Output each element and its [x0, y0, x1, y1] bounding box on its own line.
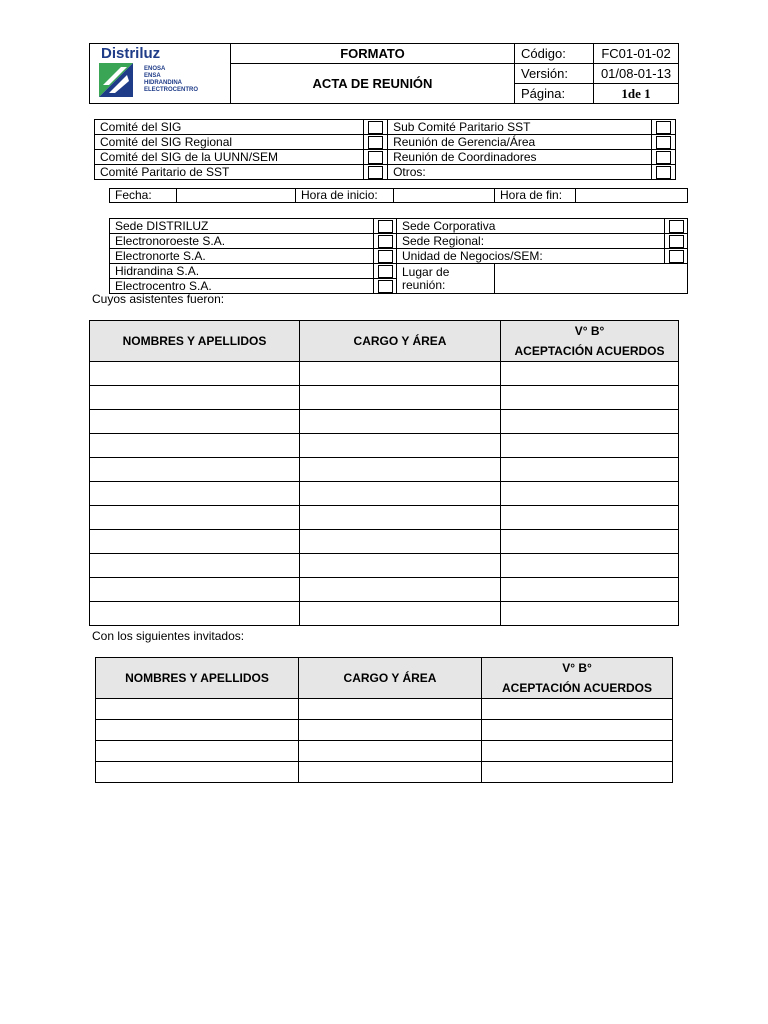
entry-cell[interactable] [300, 554, 501, 578]
table-row [90, 506, 679, 530]
doc-title: ACTA DE REUNIÓN [231, 64, 515, 104]
entry-cell[interactable] [299, 720, 482, 741]
table-row [96, 741, 673, 762]
entry-cell[interactable] [300, 458, 501, 482]
meeting-type-table [94, 119, 676, 180]
meeting-type-checkbox[interactable] [364, 150, 388, 165]
entry-cell[interactable] [90, 482, 300, 506]
table-row [90, 554, 679, 578]
entry-cell[interactable] [482, 762, 673, 783]
table-row [90, 386, 679, 410]
entry-cell[interactable] [482, 741, 673, 762]
meeting-type-label: Comité del SIG de la UUNN/SEM [95, 150, 364, 165]
entry-cell[interactable] [501, 386, 679, 410]
table-row [90, 362, 679, 386]
table-row [90, 578, 679, 602]
start-time-label: Hora de inicio: [296, 189, 394, 203]
distriluz-logo-icon [99, 63, 133, 97]
site-table [109, 218, 688, 294]
site-checkbox[interactable] [374, 279, 397, 294]
site-checkbox[interactable] [665, 249, 688, 264]
table-row [96, 762, 673, 783]
entry-cell[interactable] [90, 602, 300, 626]
entry-cell[interactable] [501, 362, 679, 386]
entry-cell[interactable] [299, 762, 482, 783]
entry-cell[interactable] [501, 554, 679, 578]
entry-cell[interactable] [300, 530, 501, 554]
table-row [90, 434, 679, 458]
entry-cell[interactable] [90, 458, 300, 482]
meeting-type-label: Reunión de Coordinadores [388, 150, 652, 165]
site-label: Sede Corporativa [397, 219, 665, 234]
start-time-field[interactable] [394, 189, 495, 203]
entry-cell[interactable] [501, 530, 679, 554]
date-label: Fecha: [110, 189, 177, 203]
column-header: NOMBRES Y APELLIDOS [96, 658, 299, 699]
column-header: CARGO Y ÁREA [300, 321, 501, 362]
meeting-type-label: Otros: [388, 165, 652, 180]
column-header: V° B° ACEPTACIÓN ACUERDOS [501, 321, 679, 362]
entry-cell[interactable] [300, 506, 501, 530]
entry-cell[interactable] [96, 762, 299, 783]
meeting-type-label: Comité del SIG [95, 120, 364, 135]
table-row [90, 482, 679, 506]
logo-companies: ENOSA ENSA HIDRANDINA ELECTROCENTRO [144, 66, 198, 93]
attendees-table [89, 320, 679, 626]
entry-cell[interactable] [501, 578, 679, 602]
site-checkbox[interactable] [665, 234, 688, 249]
table-row [90, 458, 679, 482]
entry-cell[interactable] [90, 362, 300, 386]
column-header: NOMBRES Y APELLIDOS [90, 321, 300, 362]
site-label: Sede DISTRILUZ [110, 219, 374, 234]
column-header: CARGO Y ÁREA [299, 658, 482, 699]
entry-cell[interactable] [501, 434, 679, 458]
site-checkbox[interactable] [374, 264, 397, 279]
entry-cell[interactable] [90, 554, 300, 578]
date-time-table [109, 188, 688, 203]
entry-cell[interactable] [299, 741, 482, 762]
entry-cell[interactable] [501, 410, 679, 434]
code-label: Código: [515, 44, 594, 64]
meeting-type-checkbox[interactable] [652, 135, 676, 150]
meeting-type-checkbox[interactable] [364, 165, 388, 180]
site-checkbox[interactable] [665, 219, 688, 234]
site-checkbox[interactable] [374, 249, 397, 264]
end-time-label: Hora de fin: [495, 189, 576, 203]
meeting-type-checkbox[interactable] [652, 120, 676, 135]
code-value: FC01-01-02 [594, 44, 679, 64]
attendees-intro: Cuyos asistentes fueron: [92, 292, 225, 306]
page-value: 1de 1 [594, 84, 679, 104]
entry-cell[interactable] [501, 458, 679, 482]
meeting-type-label: Reunión de Gerencia/Área [388, 135, 652, 150]
entry-cell[interactable] [90, 578, 300, 602]
entry-cell[interactable] [299, 699, 482, 720]
logo-cell [90, 44, 231, 104]
site-checkbox[interactable] [374, 234, 397, 249]
doc-type-title: FORMATO [231, 44, 515, 64]
date-field[interactable] [177, 189, 296, 203]
table-row [90, 530, 679, 554]
entry-cell[interactable] [501, 506, 679, 530]
page-label: Página: [515, 84, 594, 104]
meeting-type-checkbox[interactable] [652, 150, 676, 165]
entry-cell[interactable] [96, 720, 299, 741]
site-label: Electronorte S.A. [110, 249, 374, 264]
meeting-type-checkbox[interactable] [652, 165, 676, 180]
site-label: Unidad de Negocios/SEM: [397, 249, 665, 264]
entry-cell[interactable] [300, 482, 501, 506]
entry-cell[interactable] [482, 720, 673, 741]
site-label: Sede Regional: [397, 234, 665, 249]
meeting-place-field[interactable] [495, 264, 688, 294]
meeting-type-checkbox[interactable] [364, 120, 388, 135]
entry-cell[interactable] [501, 602, 679, 626]
entry-cell[interactable] [300, 362, 501, 386]
guests-intro: Con los siguientes invitados: [92, 629, 245, 643]
entry-cell[interactable] [501, 482, 679, 506]
entry-cell[interactable] [90, 506, 300, 530]
site-label: Hidrandina S.A. [110, 264, 374, 279]
entry-cell[interactable] [96, 741, 299, 762]
entry-cell[interactable] [90, 434, 300, 458]
meeting-type-label: Sub Comité Paritario SST [388, 120, 652, 135]
entry-cell[interactable] [300, 602, 501, 626]
entry-cell[interactable] [300, 410, 501, 434]
entry-cell[interactable] [482, 699, 673, 720]
entry-cell[interactable] [90, 530, 300, 554]
site-label: Electronoroeste S.A. [110, 234, 374, 249]
entry-cell[interactable] [300, 434, 501, 458]
meeting-place-label: Lugar de reunión: [397, 264, 495, 294]
logo-name: Distriluz [101, 45, 161, 62]
table-row [90, 602, 679, 626]
end-time-field[interactable] [576, 189, 688, 203]
site-label: Electrocentro S.A. [110, 279, 374, 294]
guests-table [95, 657, 673, 783]
column-header: V° B° ACEPTACIÓN ACUERDOS [482, 658, 673, 699]
table-row [90, 410, 679, 434]
meeting-type-label: Comité del SIG Regional [95, 135, 364, 150]
document-header [89, 43, 679, 104]
version-value: 01/08-01-13 [594, 64, 679, 84]
entry-cell[interactable] [96, 699, 299, 720]
site-checkbox[interactable] [374, 219, 397, 234]
meeting-type-checkbox[interactable] [364, 135, 388, 150]
table-row [96, 720, 673, 741]
meeting-type-label: Comité Paritario de SST [95, 165, 364, 180]
entry-cell[interactable] [300, 578, 501, 602]
entry-cell[interactable] [90, 410, 300, 434]
table-row [96, 699, 673, 720]
entry-cell[interactable] [300, 386, 501, 410]
version-label: Versión: [515, 64, 594, 84]
entry-cell[interactable] [90, 386, 300, 410]
